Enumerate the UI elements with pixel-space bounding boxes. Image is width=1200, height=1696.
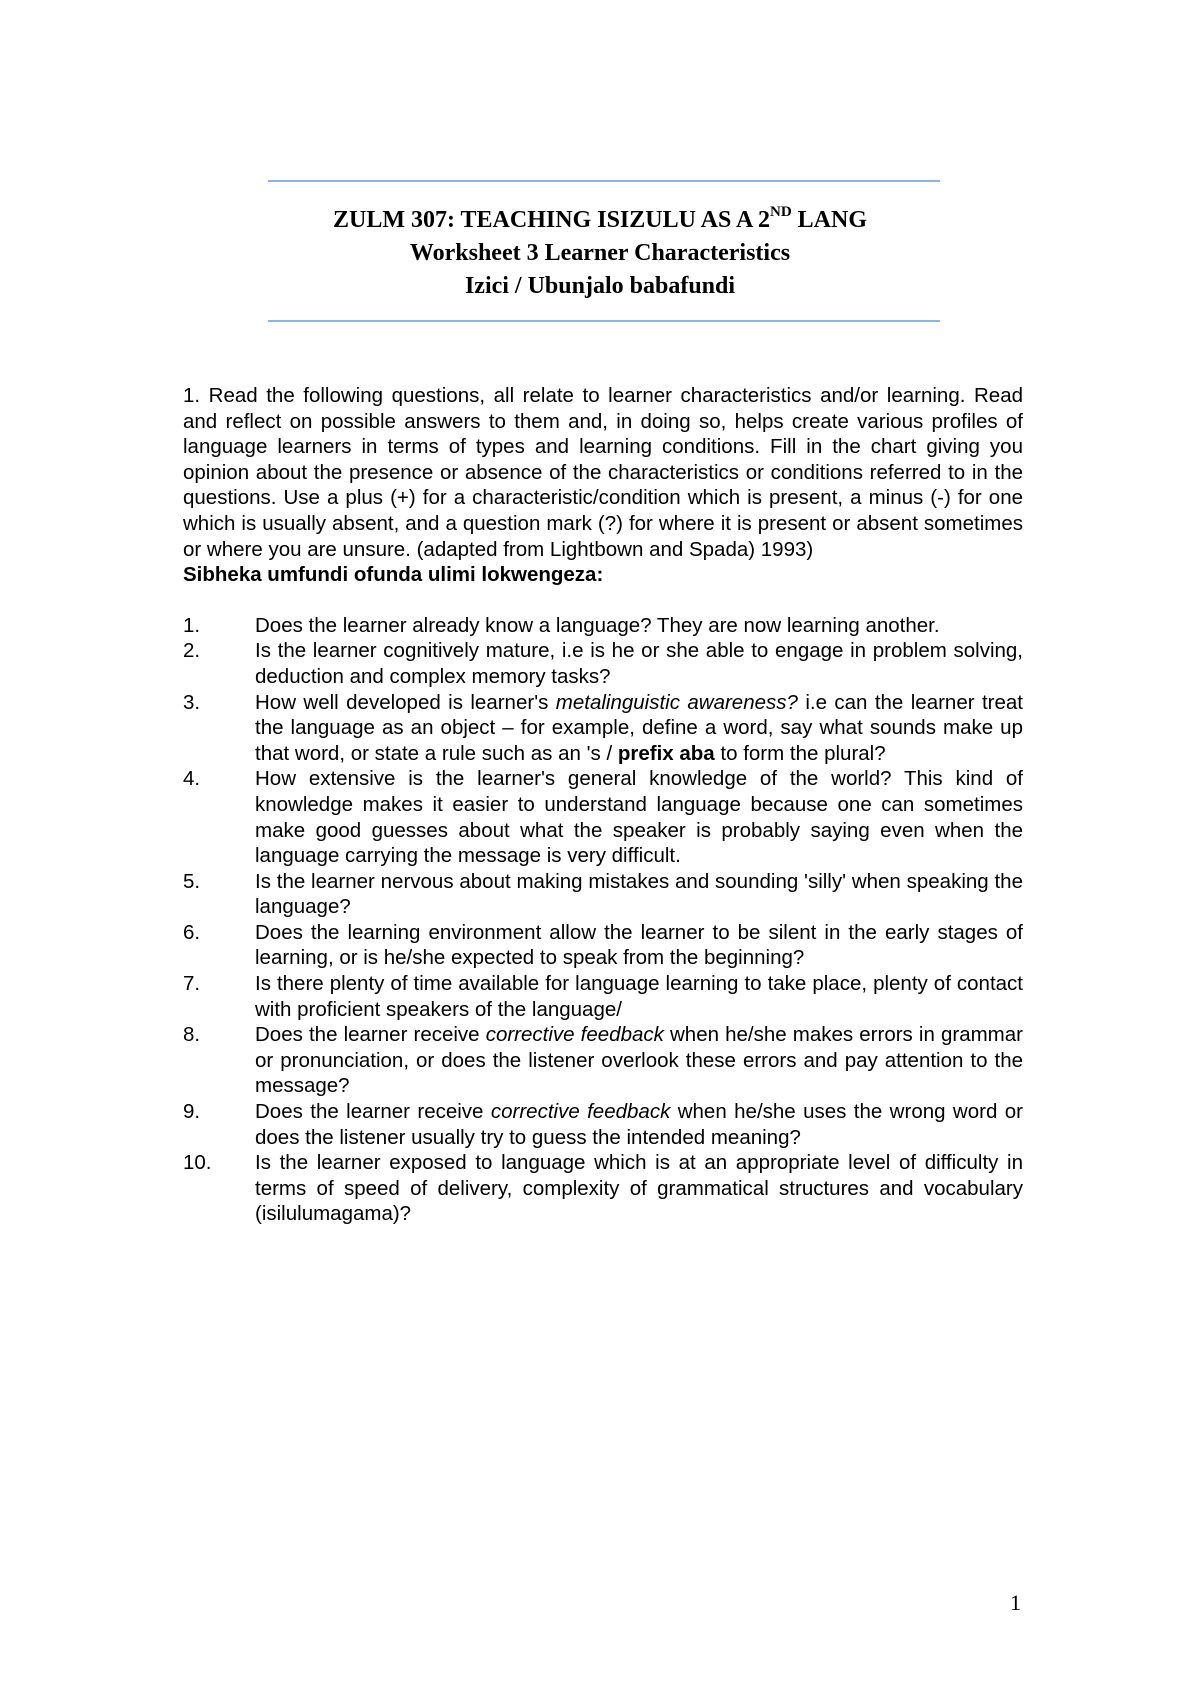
question-number: 7.: [183, 972, 201, 996]
question-text: Is the learner exposed to language which is at an appropriate level of difficulty in terms of speed of delivery, complexity of grammatical structures and vocabulary (isilulumagama)?: [255, 1151, 1023, 1226]
question-number: 5.: [183, 869, 201, 893]
question-item: [183, 869, 1023, 920]
question-number: 1.: [183, 613, 201, 637]
page-number: 1: [1010, 1590, 1021, 1615]
page-subtitle: Worksheet 3 Learner Characteristics: [409, 240, 791, 266]
question-number: 9.: [183, 1100, 201, 1124]
title-superscript: ND: [769, 204, 792, 220]
question-number: 8.: [183, 1023, 201, 1047]
italic-term: corrective feedback: [490, 1100, 671, 1124]
question-text: Is the learner cognitively mature, i.e is he or she able to engage in problem solving, deduction and complex memory tasks?: [255, 639, 1023, 688]
question-item: [183, 613, 1023, 639]
question-text: Does the learner receive corrective feedback when he/she makes errors in grammar or pronunciation, or does the listener overlook these errors and pay attention to the message?: [255, 1023, 1023, 1098]
sub-heading: Sibheka umfundi ofunda ulimi lokwengeza:: [183, 563, 604, 587]
italic-term: corrective feedback: [485, 1023, 664, 1047]
question-number: 6.: [183, 920, 201, 944]
question-item: [183, 971, 1023, 1022]
question-item: [183, 1099, 1023, 1150]
page-title: ZULM 307: TEACHING ISIZULU AS A 2ND LANG: [332, 204, 867, 233]
bold-term: prefix aba: [617, 741, 715, 765]
question-item: [183, 638, 1023, 689]
question-number: 4.: [183, 767, 201, 791]
question-item: [183, 1150, 1023, 1227]
question-text: Is the learner nervous about making mistakes and sounding 'silly' when speaking the language?: [255, 869, 1023, 919]
question-item: [183, 766, 1023, 868]
question-item: [183, 690, 1023, 767]
header-bottom-rule: [268, 320, 940, 322]
intro-paragraph: 1. Read the following questions, all relate to learner characteristics and/or learning. Read and reflect on possible answers to them and, in doing so, helps create various profiles of language learners in terms of types and learning conditions. Fill in the chart giving you opinion about the presence or absence of the characteristics or conditions referred to in the questions. Use a plus (+) for a characteristic/condition which is present, a minus (-) for one which is usually absent, and a question mark (?) for where it is present or absent sometimes or where you are unsure. (adapted from Lightbown and Spada) 1993): [183, 384, 1023, 561]
question-list: [183, 613, 1023, 1227]
question-item: [183, 1022, 1023, 1099]
document-header: [180, 204, 1020, 303]
question-text: Does the learning environment allow the learner to be silent in the early stages of learning, or is he/she expected to speak from the beginning?: [255, 920, 1023, 970]
question-text: How well developed is learner's metalinguistic awareness? i.e can the learner treat the language as an object – for example, define a word, say what sounds make up that word, or state a rule such as an 's / prefix aba to form the plural?: [255, 690, 1023, 765]
question-text: Is there plenty of time available for language learning to take place, plenty of contact with proficient speakers of the language/: [255, 972, 1023, 1021]
header-top-rule: [268, 180, 940, 182]
question-number: 3.: [183, 690, 201, 714]
question-number: 10.: [183, 1151, 212, 1175]
question-item: [183, 920, 1023, 971]
question-text: Does the learner already know a language? They are now learning another.: [255, 613, 940, 637]
italic-term: metalinguistic awareness?: [555, 690, 798, 714]
document-body: [183, 383, 1023, 1227]
page-subtitle-zulu: Izici / Ubunjalo babafundi: [464, 273, 736, 299]
question-number: 2.: [183, 639, 201, 663]
question-text: How extensive is the learner's general knowledge of the world? This kind of knowledge makes it easier to understand language because one can sometimes make good guesses about what the speaker is probably saying even when the language carrying the message is very difficult.: [255, 767, 1023, 868]
question-text: Does the learner receive corrective feedback when he/she uses the wrong word or does the listener usually try to guess the intended meaning?: [255, 1100, 1023, 1149]
